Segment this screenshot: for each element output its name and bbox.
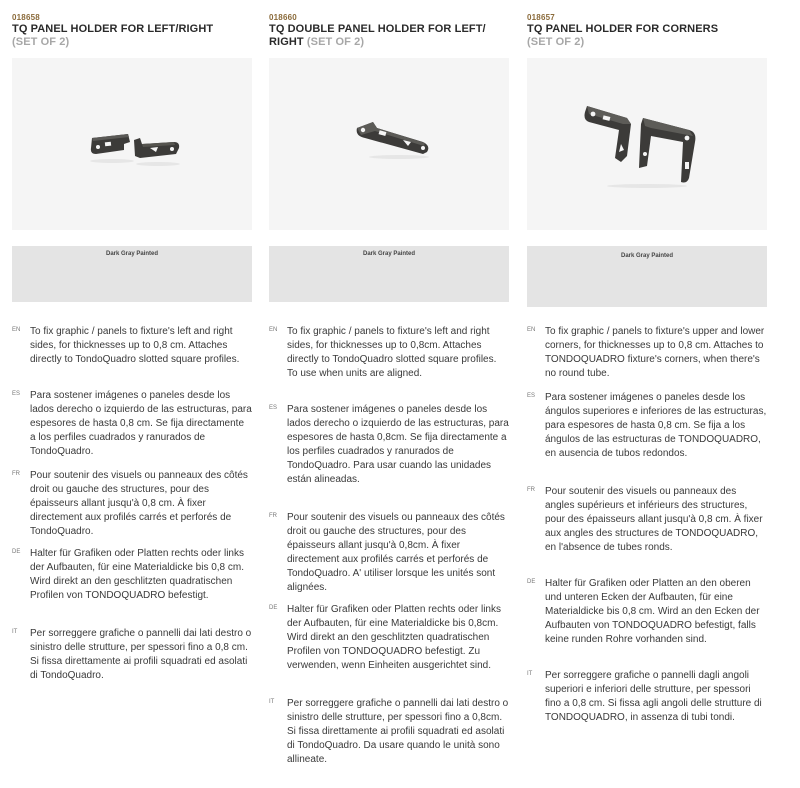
product-title-main: TQ PANEL HOLDER FOR LEFT/RIGHT: [12, 23, 214, 35]
lang-code: EN: [527, 327, 536, 333]
lang-code: ES: [269, 405, 278, 411]
product-title: [12, 23, 252, 49]
description-text: Halter für Grafiken oder Platten rechts oder links der Aufbauten, für eine Materialdicke bis 0,8cm. Wird direkt an den geschlitzten quadratischen Profilen von TONDOQUADRO befestigt. Zu verwenden, wenn Einheiten ausgerichtet sind.: [287, 604, 501, 671]
description-text: Per sorreggere grafiche o pannelli dai lati destro o sinistro delle strutture, per spessori fino a 0,8 cm. Si fissa direttamente ai profili squadrati ed asolati di TondoQuadro.: [30, 628, 252, 681]
description-text: Halter für Grafiken oder Platten an den oberen und unteren Ecken der Aufbauten, für eine Materialdicke bis 0,8 cm. Wird an den Ecken der Aufbauten von TONDOQUADRO befestigt, falls keine runden Rohre vorhanden sind.: [545, 578, 760, 645]
description-it: [527, 669, 767, 725]
finish-swatch: [269, 246, 509, 302]
lang-code: IT: [527, 671, 533, 677]
product-title-subtitle: (SET OF 2): [306, 36, 365, 48]
description-text: Per sorreggere grafiche o pannelli dai lati destro o sinistro delle strutture, per spessori fino a 0,8cm. Si fissa direttamente ai profili squadrati ed asolati di TondoQuadro. Da usare quando le unità sono allineate.: [287, 698, 509, 765]
lang-code: DE: [12, 549, 21, 555]
finish-label: Dark Gray Painted: [105, 251, 159, 257]
lang-code: ES: [12, 391, 21, 397]
product-title: [269, 23, 509, 49]
product-code: 018660: [269, 13, 297, 22]
product-title: [527, 23, 767, 49]
description-en: [527, 325, 767, 391]
description-text: To fix graphic / panels to fixture's left and right sides, for thicknesses up to 0,8 cm. Attaches directly to TondoQuadro slotted square profiles.: [30, 326, 240, 365]
description-text: Para sostener imágenes o paneles desde los ángulos superiores e inferiores de las estructuras, para espesores de hasta 0,8 cm. Se fija a los ángulos de las estructuras de TONDOQUADRO, en ausencia de tubos redondos.: [545, 392, 767, 459]
description-es: [527, 391, 767, 485]
description-fr: [527, 485, 767, 577]
description-fr: [12, 469, 252, 547]
lang-code: FR: [269, 513, 277, 519]
description-de: [12, 547, 252, 627]
description-text: Pour soutenir des visuels ou panneaux des côtés droit ou gauche des structures, pour des épaisseurs allant jusqu'à 0,8cm. À fixer directement aux profilés carrés et perforés de TondoQuadro. A' utiliser lorsque les unités sont alignées.: [287, 512, 505, 593]
product-title-subtitle: (SET OF 2): [527, 36, 585, 48]
lang-code: EN: [269, 327, 278, 333]
lang-code: DE: [269, 605, 278, 611]
finish-swatch: [527, 246, 767, 307]
product-column-018657: [527, 0, 767, 49]
product-photo: [12, 58, 252, 230]
product-photo: [269, 58, 509, 230]
finish-label: Dark Gray Painted: [362, 251, 416, 257]
description-es: [12, 389, 252, 469]
description-text: To fix graphic / panels to fixture's upper and lower corners, for thicknesses up to 0,8 cm. Attaches to TONDOQUADRO fixture's corners, when there's no round tube.: [545, 326, 765, 379]
description-text: Per sorreggere grafiche o pannelli dagli angoli superiori e inferiori delle strutture, per spessori fino a 0,8 cm. Si fissa agli angoli delle strutture di TONDOQUADRO, in assenza di tubi tondi.: [545, 670, 762, 723]
product-title-subtitle: (SET OF 2): [12, 36, 70, 48]
description-text: Para sostener imágenes o paneles desde los lados derecho o izquierdo de las estructuras, para espesores de hasta 0,8cm. Se fija directamente a los perfiles cuadrados y ranurados de TondoQuadro. Para usar cuando las unidades están alineadas.: [287, 404, 509, 485]
lang-code: DE: [527, 579, 536, 585]
description-list: [269, 325, 509, 767]
lang-code: IT: [269, 699, 275, 705]
description-it: [269, 697, 509, 767]
description-text: Para sostener imágenes o paneles desde los lados derecho o izquierdo de las estructuras, para espesores de hasta 0,8 cm. Se fija directamente a los perfiles cuadrados y ranurados de TondoQuadro.: [30, 390, 252, 457]
description-de: [269, 603, 509, 697]
description-list: [527, 325, 767, 725]
description-list: [12, 325, 252, 683]
finish-swatch: [12, 246, 252, 302]
description-fr: [269, 511, 509, 603]
lang-code: FR: [12, 471, 20, 477]
description-it: [12, 627, 252, 683]
product-title-main: TQ PANEL HOLDER FOR CORNERS: [527, 23, 719, 35]
finish-label: Dark Gray Painted: [620, 253, 674, 259]
product-photo: [527, 58, 767, 230]
product-column-018660: [269, 0, 509, 49]
lang-code: EN: [12, 327, 21, 333]
product-code: 018658: [12, 13, 40, 22]
description-en: [269, 325, 509, 403]
corner-panel-holder-image: [527, 58, 767, 230]
description-text: Pour soutenir des visuels ou panneaux des côtés droit ou gauche des structures, pour des épaisseurs allant jusqu'à 0,8 cm. À fixer directement aux profilés carrés et perforés de TondoQuadro.: [30, 470, 248, 537]
description-en: [12, 325, 252, 389]
product-code: 018657: [527, 13, 555, 22]
lang-code: ES: [527, 393, 536, 399]
lang-code: IT: [12, 629, 18, 635]
description-text: Halter für Grafiken oder Platten rechts oder links der Aufbauten, für eine Materialdicke bis 0,8 cm. Wird direkt an den geschlitzten quadratischen Profilen von TONDOQUADRO befestigt.: [30, 548, 245, 601]
lang-code: FR: [527, 487, 535, 493]
panel-holder-pair-image: [12, 58, 252, 230]
description-es: [269, 403, 509, 511]
description-de: [527, 577, 767, 669]
product-title-main: TQ DOUBLE PANEL HOLDER FOR LEFT/ RIGHT: [269, 23, 486, 48]
description-text: Pour soutenir des visuels ou panneaux des angles supérieurs et inférieurs des structures, pour des épaisseurs allant jusqu'à 0,8 cm. À fixer aux angles des structures de TONDOQUADRO, en l'absence de tubes ronds.: [545, 486, 763, 553]
double-panel-holder-image: [269, 58, 509, 230]
description-text: To fix graphic / panels to fixture's left and right sides, for thicknesses up to 0,8cm. Attaches directly to TondoQuadro slotted square profiles. To use when units are aligned.: [287, 326, 497, 379]
product-column-018658: [12, 0, 252, 49]
